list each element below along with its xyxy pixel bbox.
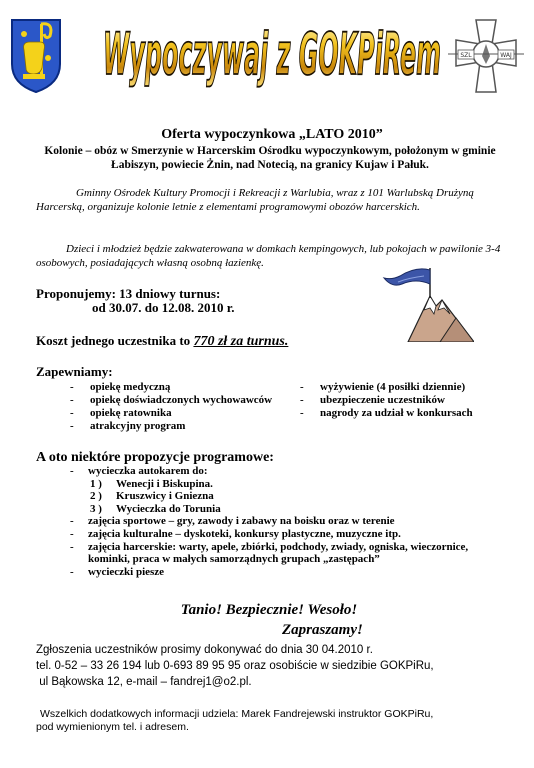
proposal-dates: od 30.07. do 12.08. 2010 r. (92, 300, 235, 315)
cost-line (36, 333, 288, 350)
flag-mountain-icon (378, 266, 474, 342)
list-item: - opiekę doświadczonych wychowawców (70, 394, 273, 406)
contact-phone: tel. 0-52 – 33 26 194 lub 0-693 89 95 95 oraz osobiście w siedzibie GOKPiRu, (36, 660, 434, 672)
list-item: - wyżywienie (4 posiłki dziennie) (300, 381, 466, 393)
program-heading: A oto niektóre propozycje programowe: (36, 450, 274, 465)
guarantee-list-right (300, 381, 473, 420)
info-line: Wszelkich dodatkowych informacji udziela: Marek Fandrejewski instruktor GOKPiRu, (40, 708, 434, 720)
invitation: Zapraszamy! (282, 622, 363, 638)
accommodation-paragraph: Dzieci i młodzież będzie zakwaterowana w domkach kempingowych, lub pokojach w pawilonie 3-4 osobowych, posiadających własną osobną łazienkę. (36, 243, 501, 269)
contact-address: ul Bąkowska 12, e-mail – fandrej1@o2.pl. (36, 676, 252, 688)
cross-right-text: WAJ (500, 52, 512, 59)
list-item: - opiekę ratownika (70, 407, 172, 419)
trip-item: 3 ) Wycieczka do Torunia (90, 502, 221, 515)
slogan: Tanio! Bezpiecznie! Wesoło! (180, 602, 358, 618)
scout-cross-icon (446, 18, 526, 94)
program-list (70, 465, 500, 578)
cost-amount: 770 zł za turnus. (193, 334, 289, 349)
list-item: - wycieczka autokarem do: (70, 465, 208, 477)
list-item: - opiekę medyczną (70, 381, 171, 393)
trip-item: 1 ) Wenecji i Biskupina. (90, 477, 213, 490)
contact-block (36, 642, 516, 690)
info-line: pod wymienionym tel. i adresem. (36, 721, 189, 733)
offer-subtitle: Kolonie – obóz w Smerzynie w Harcerskim Ośrodku wypoczynkowym, położonym w gminie Łabiszyn, powiecie Żnin, nad Notecią, na granicy Kujaw i Pałuk. (44, 145, 496, 171)
list-item: - zajęcia harcerskie: warty, apele, zbiórki, podchody, zwiady, ogniska, wieczornice, kominki, praca w małych samorządnych grupach „zastępach” (70, 540, 469, 566)
intro-paragraph: Gminny Ośrodek Kultury Promocji i Rekreacji z Warlubia, wraz z 101 Warlubską Drużyną Harcerską, organizuje kolonie letnie z elementami programowymi obozów harcerskich. (36, 187, 474, 213)
banner-title-text: Wypoczywaj z GOKPiRem (103, 20, 442, 88)
cross-left-text: SZL (460, 52, 472, 59)
guarantee-heading: Zapewniamy: (36, 364, 113, 379)
offer-title: Oferta wypoczynkowa „LATO 2010” (161, 127, 383, 142)
list-item: - atrakcyjny program (70, 420, 186, 432)
list-item: - nagrody za udział w konkursach (300, 407, 473, 419)
banner-title (100, 12, 444, 98)
info-block (36, 708, 506, 734)
guarantee-list-left (70, 381, 272, 433)
list-item: - wycieczki piesze (70, 565, 165, 578)
list-item: - zajęcia sportowe – gry, zawody i zabawy na boisku oraz w terenie (70, 515, 395, 528)
trip-item: 2 ) Kruszwicy i Gniezna (90, 490, 214, 503)
contact-deadline: Zgłoszenia uczestników prosimy dokonywać do dnia 30 04.2010 r. (36, 644, 373, 656)
proposal-line: Proponujemy: 13 dniowy turnus: (36, 286, 221, 301)
coat-of-arms-icon (10, 18, 62, 94)
cost-label: Koszt jednego uczestnika to (36, 333, 194, 348)
list-item: - zajęcia kulturalne – dyskoteki, konkursy plastyczne, muzyczne itp. (70, 527, 401, 540)
list-item: - ubezpieczenie uczestników (300, 394, 445, 406)
